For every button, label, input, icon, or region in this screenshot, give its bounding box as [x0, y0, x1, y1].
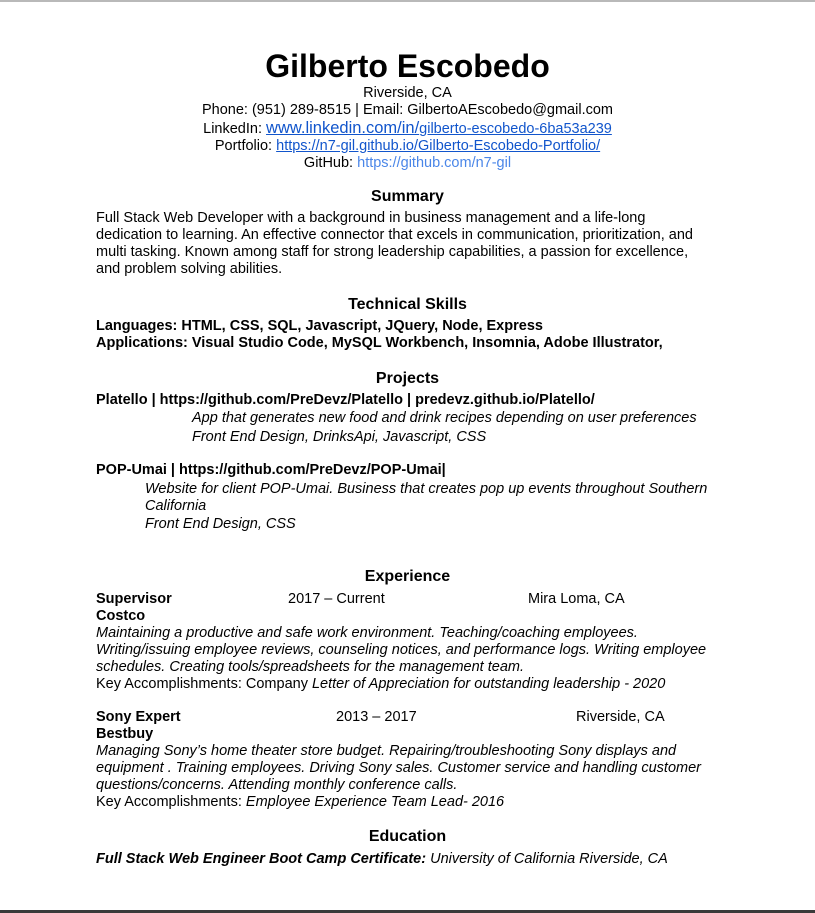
- projects-heading: Projects: [375, 370, 440, 387]
- page-top-border: [0, 0, 815, 2]
- job-company: Costco: [96, 608, 146, 624]
- job-accomplishment: [96, 794, 736, 811]
- portfolio-label: Portfolio:: [214, 138, 273, 154]
- summary-line: dedication to learning. An effective connector that excels in communication, prioritization, and: [96, 227, 693, 243]
- education-school: University of California Riverside, CA: [426, 851, 668, 867]
- job-duty-line: Managing Sony’s home theater store budget. Repairing/troubleshooting Sony displays and: [96, 743, 677, 759]
- project-description: Website for client POP-Umai. Business that creates pop up events throughout Southern: [145, 481, 708, 497]
- skills-heading: Technical Skills: [348, 296, 467, 313]
- summary-line: multi tasking. Known among staff for strong leadership capabilities, a passion for excellence,: [96, 244, 689, 260]
- github-link[interactable]: https://github.com/n7-gil: [357, 155, 512, 171]
- project-description: California: [145, 498, 207, 514]
- github-line: [0, 154, 815, 172]
- linkedin-label: LinkedIn:: [203, 121, 262, 137]
- linkedin-url-handle[interactable]: gilberto-escobedo-6ba53a239: [419, 121, 612, 137]
- job-dates: 2017 – Current: [288, 591, 385, 607]
- location: Riverside, CA: [363, 85, 452, 101]
- portfolio-line: [0, 137, 815, 155]
- job-dates: 2013 – 2017: [336, 709, 417, 725]
- accomplishment-text: Employee Experience Team Lead- 2016: [245, 794, 505, 810]
- job-title: Sony Expert: [96, 709, 181, 725]
- contact-line: Phone: (951) 289-8515 | Email: GilbertoAEscobedo@gmail.com: [201, 102, 613, 118]
- skills-applications: Applications: Visual Studio Code, MySQL Workbench, Insomnia, Adobe Illustrator,: [96, 335, 663, 351]
- project-tech: Front End Design, DrinksApi, Javascript, CSS: [192, 429, 487, 445]
- accomplishment-label: Key Accomplishments: Company: [96, 676, 312, 692]
- job-company: Bestbuy: [96, 726, 154, 742]
- education-heading: Education: [368, 828, 447, 845]
- education-entry: [96, 851, 736, 868]
- linkedin-line: [0, 119, 815, 138]
- accomplishment-text: Letter of Appreciation for outstanding leadership - 2020: [311, 676, 666, 692]
- linkedin-link[interactable]: [266, 121, 612, 137]
- project-title: Platello | https://github.com/PreDevz/Platello | predevz.github.io/Platello/: [96, 392, 595, 408]
- job-duty-line: equipment . Training employees. Driving Sony sales. Customer service and handling customer: [96, 760, 701, 776]
- github-label: GitHub:: [303, 155, 354, 171]
- portfolio-link[interactable]: https://n7-gil.github.io/Gilberto-Escobedo-Portfolio/: [276, 138, 601, 154]
- skills-languages: Languages: HTML, CSS, SQL, Javascript, JQuery, Node, Express: [96, 318, 543, 334]
- summary-line: Full Stack Web Developer with a background in business management and a life-long: [96, 210, 646, 226]
- job-title: Supervisor: [96, 591, 172, 607]
- job-duty-line: Writing/issuing employee reviews, counseling notices, and performance logs. Writing employee: [96, 642, 707, 658]
- job-location: Riverside, CA: [576, 709, 665, 725]
- job-location: Mira Loma, CA: [528, 591, 625, 607]
- project-title: POP-Umai | https://github.com/PreDevz/POP-Umai|: [96, 462, 446, 478]
- job-duty-line: Maintaining a productive and safe work environment. Teaching/coaching employees.: [96, 625, 638, 641]
- linkedin-url-base[interactable]: www.linkedin.com/in/: [266, 119, 420, 137]
- summary-heading: Summary: [371, 188, 444, 205]
- accomplishment-label: Key Accomplishments:: [96, 794, 246, 810]
- resume-name: Gilberto Escobedo: [265, 48, 550, 84]
- project-description: App that generates new food and drink recipes depending on user preferences: [192, 410, 697, 426]
- job-duty-line: schedules. Creating tools/spreadsheets for the management team.: [96, 659, 524, 675]
- summary-line: and problem solving abilities.: [96, 261, 283, 277]
- experience-heading: Experience: [364, 568, 451, 585]
- education-degree: Full Stack Web Engineer Boot Camp Certificate:: [96, 851, 427, 867]
- job-accomplishment: [96, 676, 736, 693]
- job-duty-line: questions/concerns. Attending monthly conference calls.: [96, 777, 458, 793]
- project-tech: Front End Design, CSS: [145, 516, 296, 532]
